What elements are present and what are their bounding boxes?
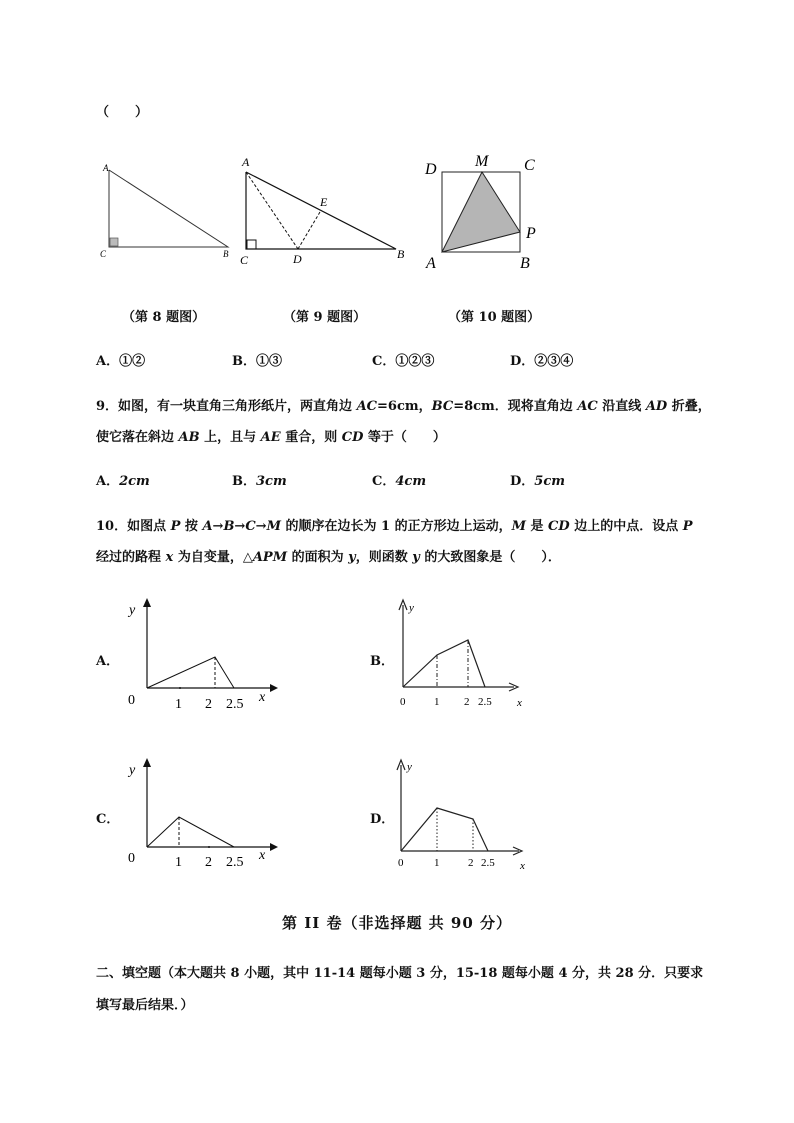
section-instruction-line1: 二、填空题（本大题共 8 小题，其中 11-14 题每小题 3 分，15-18 题每小题 4 分，共 28 分．只要求 <box>96 966 704 981</box>
graph-c-label: C． <box>96 812 120 827</box>
q9-option-c: C．4cm <box>372 474 427 489</box>
fig8-label-a: A <box>103 163 109 173</box>
graph-c-origin: 0 <box>128 851 135 866</box>
fig10-label-a: A <box>426 255 436 272</box>
graph-a-y-label: y <box>129 603 136 618</box>
section-title: 第 II 卷（非选择题 共 90 分） <box>281 914 513 932</box>
fig10-label-b: B <box>520 255 530 272</box>
graph-c-y-label: y <box>129 763 136 778</box>
q10-text-line1: 10．如图点 P 按 A→B→C→M 的顺序在边长为 1 的正方形边上运动，M 是 CD 边上的中点．设点 P <box>96 519 693 534</box>
graph-d-y-label: y <box>407 761 412 773</box>
graph-a-label: A． <box>96 654 120 669</box>
fig9-caption: （第 9 题图） <box>283 310 367 325</box>
q8-option-c: C．①②③ <box>372 354 435 369</box>
fig10-label-c: C <box>524 157 535 174</box>
fig9-label-e: E <box>320 195 328 209</box>
fig9-label-b: B <box>397 247 405 261</box>
graph-a-tick-3: 2.5 <box>226 697 244 712</box>
graph-d-label: D． <box>370 812 395 827</box>
graph-b-label: B． <box>370 654 394 669</box>
q8-option-b: B．①③ <box>232 354 282 369</box>
q8-option-a: A．①② <box>96 354 146 369</box>
figure-9 <box>236 152 411 267</box>
graph-b-x-label: x <box>517 697 522 709</box>
q9-option-b: B．3cm <box>232 474 287 489</box>
fig10-label-p: P <box>526 225 536 242</box>
graph-a-origin: 0 <box>128 693 135 708</box>
graph-d-tick-3: 2.5 <box>481 857 495 869</box>
graph-a <box>122 595 282 715</box>
graph-b-tick-3: 2.5 <box>478 696 492 708</box>
figure-8 <box>95 158 240 263</box>
figure-10 <box>420 150 550 275</box>
q9-option-a: A．2cm <box>96 474 150 489</box>
fig10-label-d: D <box>425 161 437 178</box>
graph-d-x-label: x <box>520 860 525 872</box>
q10-text-line2: 经过的路程 x 为自变量，△APM 的面积为 y，则函数 y 的大致图象是（ ）． <box>96 550 561 565</box>
graph-c <box>122 755 282 875</box>
q9-option-d: D．5cm <box>510 474 565 489</box>
section-instruction-line2: 填写最后结果．） <box>96 998 194 1013</box>
graph-d <box>392 755 537 875</box>
graph-a-tick-1: 1 <box>175 697 182 712</box>
graph-d-tick-2: 2 <box>468 857 474 869</box>
fig9-label-d: D <box>293 252 302 266</box>
answer-bracket: （ ） <box>96 105 149 120</box>
graph-a-tick-2: 2 <box>205 697 212 712</box>
graph-b-origin: 0 <box>400 696 406 708</box>
graph-b-tick-1: 1 <box>434 696 440 708</box>
graph-c-tick-3: 2.5 <box>226 855 244 870</box>
fig10-caption: （第 10 题图） <box>448 310 541 325</box>
graph-b-tick-2: 2 <box>464 696 470 708</box>
fig8-label-c: C <box>100 249 107 259</box>
fig9-label-a: A <box>242 155 250 169</box>
graph-b <box>392 595 537 715</box>
graph-d-origin: 0 <box>398 857 404 869</box>
q8-option-d: D．②③④ <box>510 354 574 369</box>
q9-text-line1: 9．如图，有一块直角三角形纸片，两直角边 AC=6cm，BC=8cm．现将直角边 AC 沿直线 AD 折叠， <box>96 399 711 414</box>
graph-c-tick-2: 2 <box>205 855 212 870</box>
fig9-label-c: C <box>240 253 249 267</box>
graph-d-tick-1: 1 <box>434 857 440 869</box>
q9-text-line2: 使它落在斜边 AB 上，且与 AE 重合，则 CD 等于（ ） <box>96 430 446 445</box>
graph-b-y-label: y <box>409 602 414 614</box>
graph-a-x-label: x <box>259 690 266 705</box>
fig10-label-m: M <box>475 153 489 170</box>
fig8-label-b: B <box>223 249 229 259</box>
graph-c-x-label: x <box>259 848 266 863</box>
fig8-caption: （第 8 题图） <box>122 310 206 325</box>
graph-c-tick-1: 1 <box>175 855 182 870</box>
